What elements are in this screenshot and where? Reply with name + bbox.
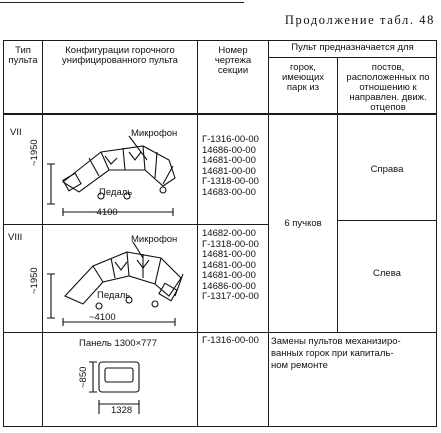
dimension-width: 1328 <box>111 405 133 416</box>
note-line: ном ремонте <box>271 360 328 371</box>
header-config: Конфигурации горочного унифицированного пульта <box>62 45 178 66</box>
drawing-code: Г-1318-00-00 <box>202 176 259 187</box>
park-tracks-value: 6 пучков <box>284 218 322 229</box>
drawing-code: Г-1318-00-00 <box>202 238 259 250</box>
dimension-height: ~1950 <box>29 267 40 294</box>
pedal-label: Педаль <box>99 187 133 198</box>
drawing-code-list <box>202 336 259 347</box>
drawing-code: 14681-00-00 <box>202 155 256 166</box>
table-caption: Продолжение табл. 48 <box>284 13 435 27</box>
table-border-left <box>3 40 4 427</box>
top-rule <box>0 2 244 3</box>
drawing-code-list <box>202 229 259 303</box>
header-sub-posts: постов, расположенных по отношению к направлен. движ. отцепов <box>346 62 430 113</box>
header-drawing: Номер чертежа секции <box>214 45 252 76</box>
purpose-subheader-line <box>268 57 437 58</box>
panel-sketch <box>83 352 153 426</box>
drawing-code-list <box>202 135 259 198</box>
microphone-label: Микрофон <box>131 128 178 139</box>
microphone-label: Микрофон <box>131 234 178 245</box>
dimension-width: ~4100 <box>89 312 116 323</box>
drawing-code: 14681-00-00 <box>202 165 256 177</box>
drawing-code: Г-1316-00-00 <box>202 335 259 346</box>
table-border-bottom <box>3 426 437 427</box>
drawing-code: 14682-00-00 <box>202 228 256 239</box>
drawing-code: Г-1316-00-00 <box>202 134 259 145</box>
console-plan-sketch <box>43 234 197 328</box>
header-purpose: Пульт предназначается для <box>291 42 414 53</box>
drawing-code: Г-1317-00-00 <box>202 291 259 302</box>
row-type: VII <box>10 127 22 138</box>
col-divider-4 <box>337 57 338 332</box>
direction-side: Слева <box>373 268 401 279</box>
header-sub-park: горок, имеющих парк из <box>281 62 325 93</box>
row-divider-2 <box>3 332 437 333</box>
note-line: ванных горок при капиталь- <box>271 348 394 359</box>
col-divider-2 <box>197 40 198 427</box>
replacement-note <box>271 336 401 372</box>
drawing-code: 14681-00-00 <box>202 249 256 260</box>
drawing-code: 14686-00-00 <box>202 280 256 292</box>
drawing-code: 14683-00-00 <box>202 186 256 198</box>
pedal-label: Педаль <box>97 290 131 301</box>
header-bottom-line-2 <box>3 114 437 115</box>
dimension-height: ~1950 <box>29 139 40 166</box>
note-line: Замены пультов механизиро- <box>271 336 401 347</box>
panel-label: Панель 1300×777 <box>79 338 157 349</box>
console-table <box>3 40 437 427</box>
console-plan-sketch <box>43 130 197 222</box>
direction-side: Справа <box>370 164 404 175</box>
header-type: Тип пульта <box>8 45 38 66</box>
row-type: VIII <box>8 232 23 243</box>
table-border-right <box>436 40 437 427</box>
dimension-height: ~850 <box>78 366 89 388</box>
drawing-code: 14681-00-00 <box>202 259 256 271</box>
row-divider-1-right <box>337 220 437 221</box>
col-divider-3 <box>268 40 269 427</box>
drawing-code: 14681-00-00 <box>202 270 256 281</box>
drawing-code: 14686-00-00 <box>202 144 256 156</box>
table-border-top <box>3 40 437 41</box>
dimension-width: ~4100 <box>91 207 118 218</box>
